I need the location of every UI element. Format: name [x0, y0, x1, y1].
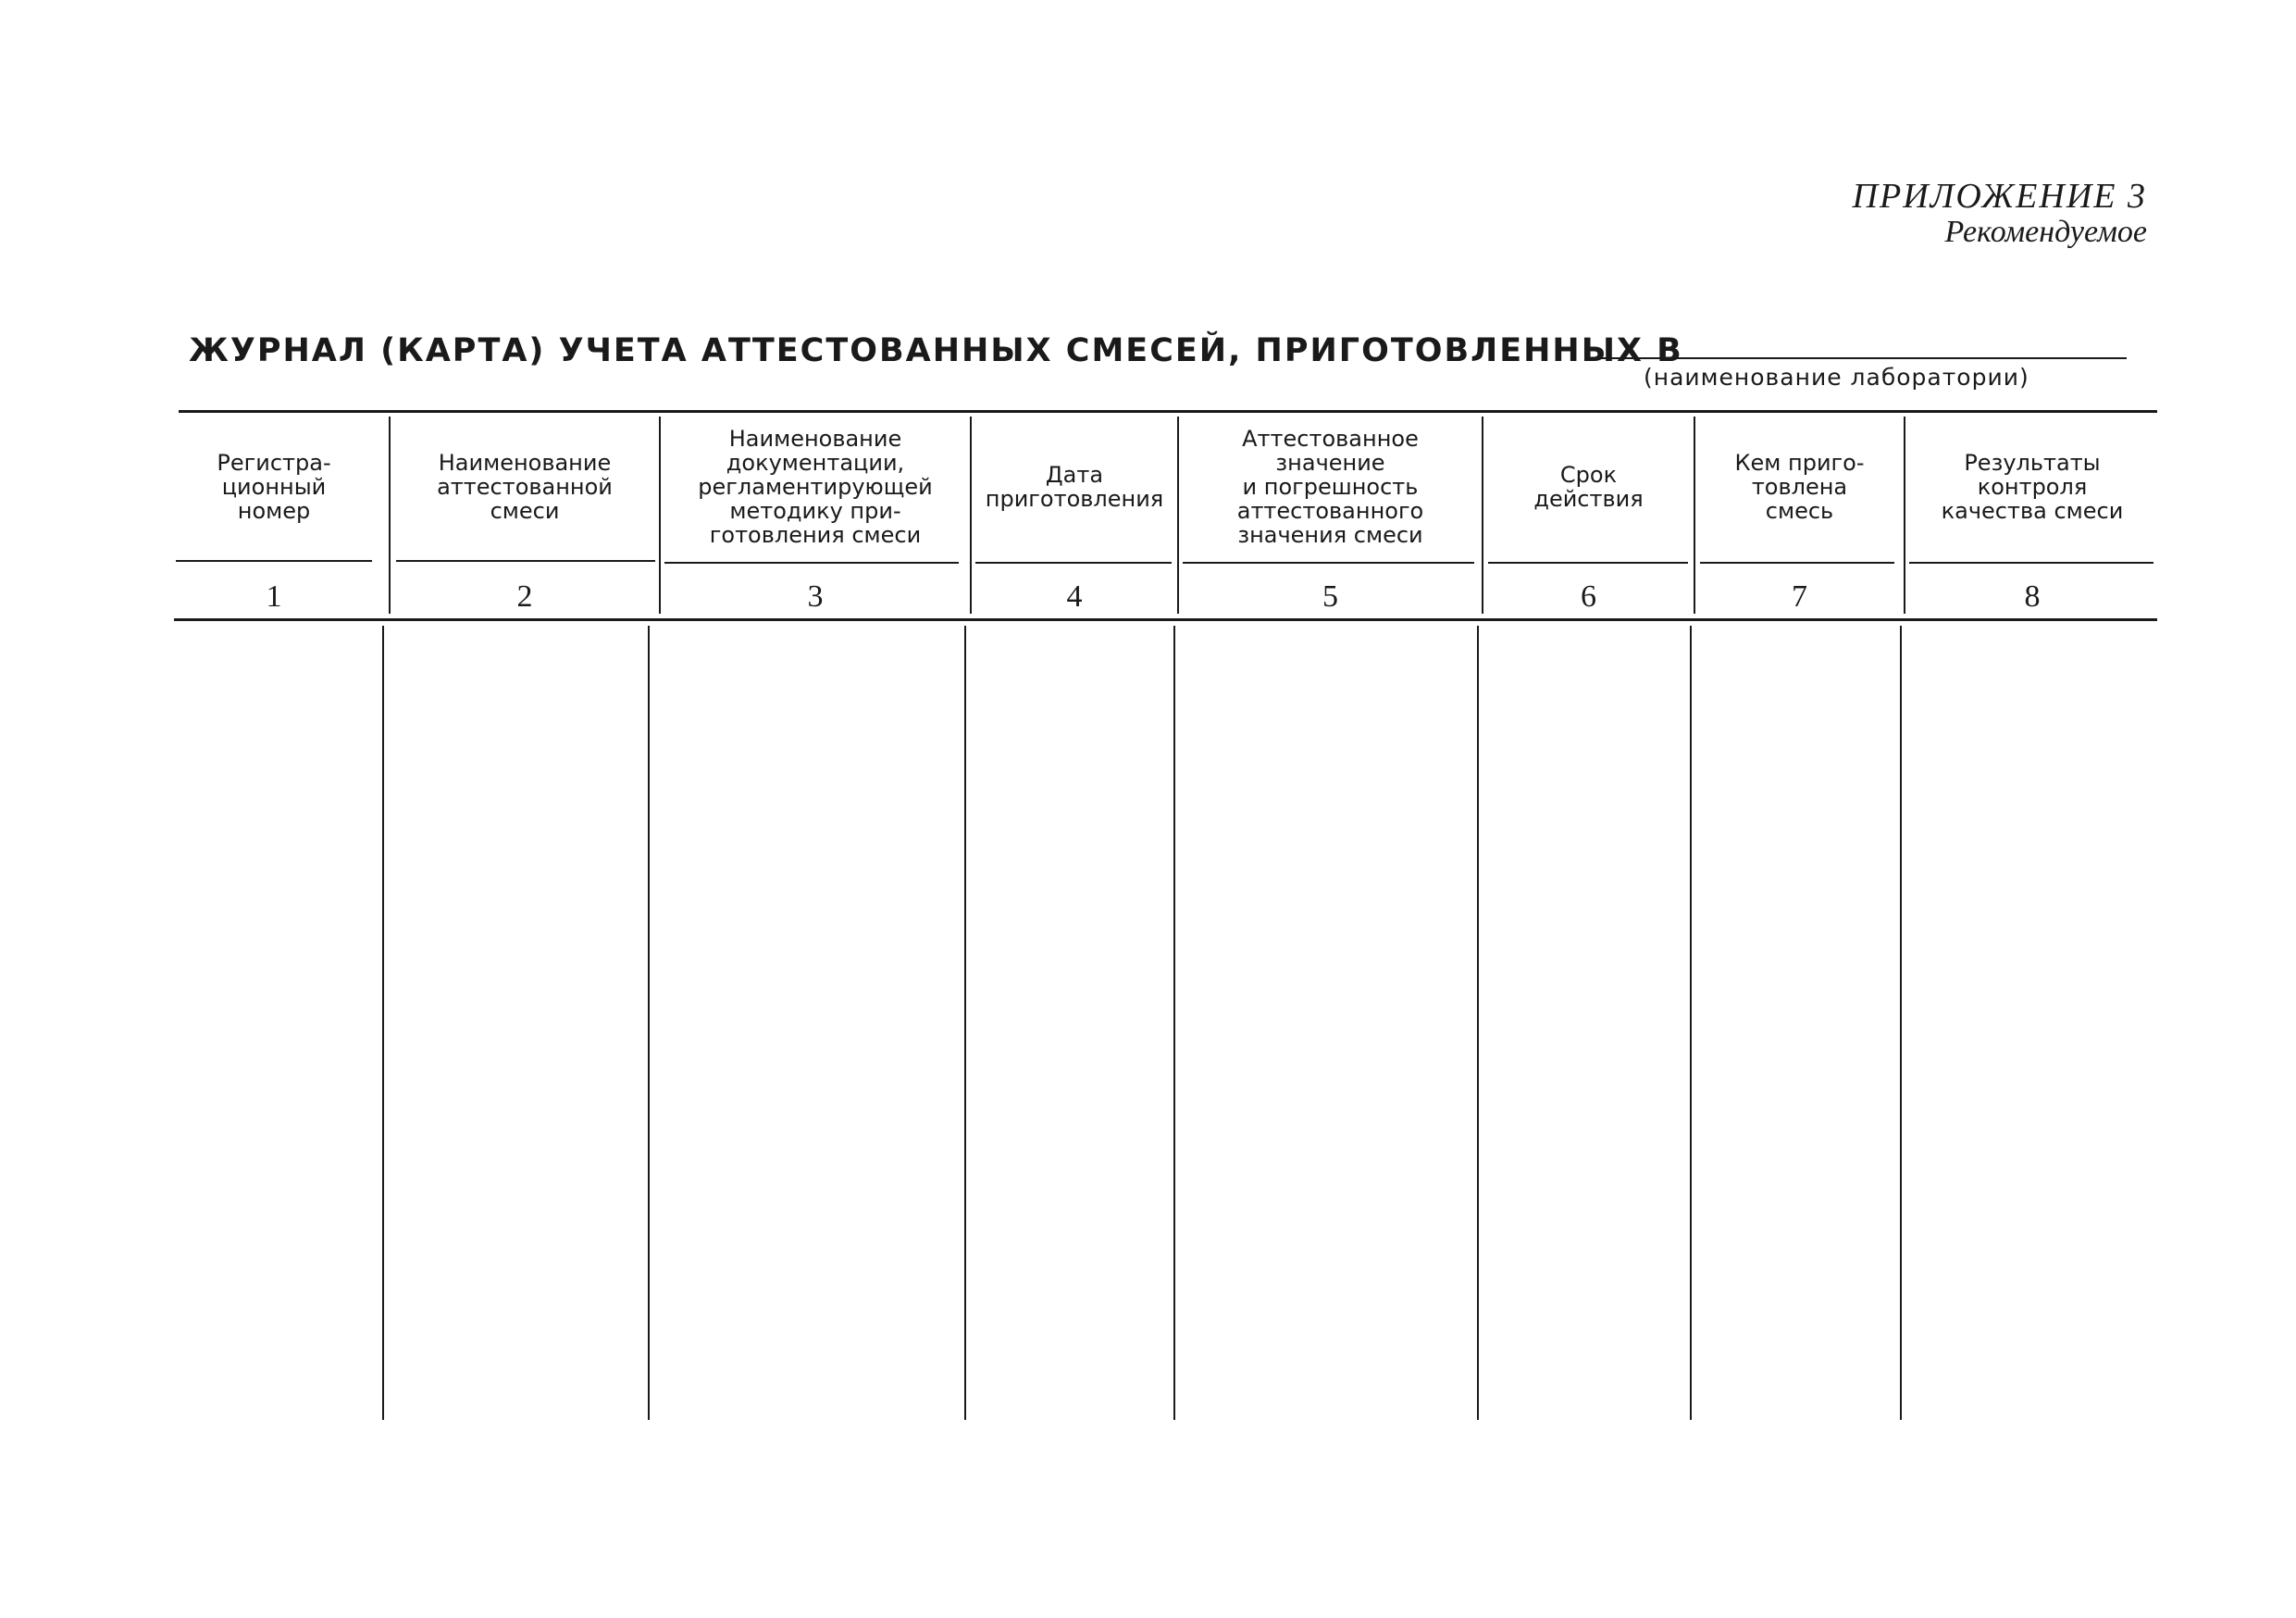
table-top-rule — [179, 410, 2157, 413]
header-underline — [1183, 562, 1474, 564]
column-divider — [1900, 626, 1902, 1420]
header-underline — [396, 560, 655, 562]
header-documentation: Наименование документации, регламентирующей методику при- готовления смеси — [698, 426, 933, 548]
header-underline — [975, 562, 1172, 564]
column-divider — [1173, 626, 1175, 1420]
column-divider — [659, 417, 661, 614]
header-mixture-name: Наименование аттестованной смеси — [437, 450, 613, 524]
column-divider — [964, 626, 966, 1420]
header-prepared-by: Кем приго- товлена смесь — [1734, 450, 1865, 524]
header-validity-period: Срок действия — [1533, 462, 1644, 512]
column-divider — [389, 417, 391, 614]
column-divider — [970, 417, 972, 614]
column-number: 2 — [516, 579, 533, 614]
header-underline — [1488, 562, 1688, 564]
column-number: 4 — [1066, 579, 1083, 614]
laboratory-caption: (наименование лаборатории) — [1644, 364, 2029, 391]
header-certified-value: Аттестованное значение и погрешность аттестованного значения смеси — [1236, 426, 1424, 548]
column-number: 3 — [807, 579, 824, 614]
header-preparation-date: Дата приготовления — [985, 462, 1164, 512]
journal-title: ЖУРНАЛ (КАРТА) УЧЕТА АТТЕСТОВАННЫХ СМЕСЕЙ, ПРИГОТОВЛЕННЫХ В — [189, 332, 1683, 369]
column-divider — [1690, 626, 1692, 1420]
column-divider — [382, 626, 384, 1420]
laboratory-blank-line — [1590, 357, 2127, 359]
column-divider — [1482, 417, 1483, 614]
column-number: 5 — [1322, 579, 1338, 614]
column-number: 1 — [266, 579, 282, 614]
column-number: 8 — [2024, 579, 2041, 614]
column-divider — [1904, 417, 1905, 614]
header-underline — [1700, 562, 1894, 564]
appendix-status: Рекомендуемое — [1944, 214, 2147, 249]
column-divider — [648, 626, 650, 1420]
appendix-label — [1853, 178, 2147, 249]
header-underline — [1909, 562, 2153, 564]
column-divider — [1694, 417, 1695, 614]
column-number: 7 — [1792, 579, 1807, 614]
header-registration-number: Регистра- ционный номер — [217, 450, 331, 524]
appendix-number: ПРИЛОЖЕНИЕ 3 — [1852, 177, 2147, 216]
header-underline — [664, 562, 959, 564]
header-quality-control: Результаты контроля качества смеси — [1941, 450, 2124, 524]
column-number: 6 — [1581, 579, 1596, 614]
column-divider — [1177, 417, 1179, 614]
column-divider — [1477, 626, 1479, 1420]
header-underline — [176, 560, 372, 562]
